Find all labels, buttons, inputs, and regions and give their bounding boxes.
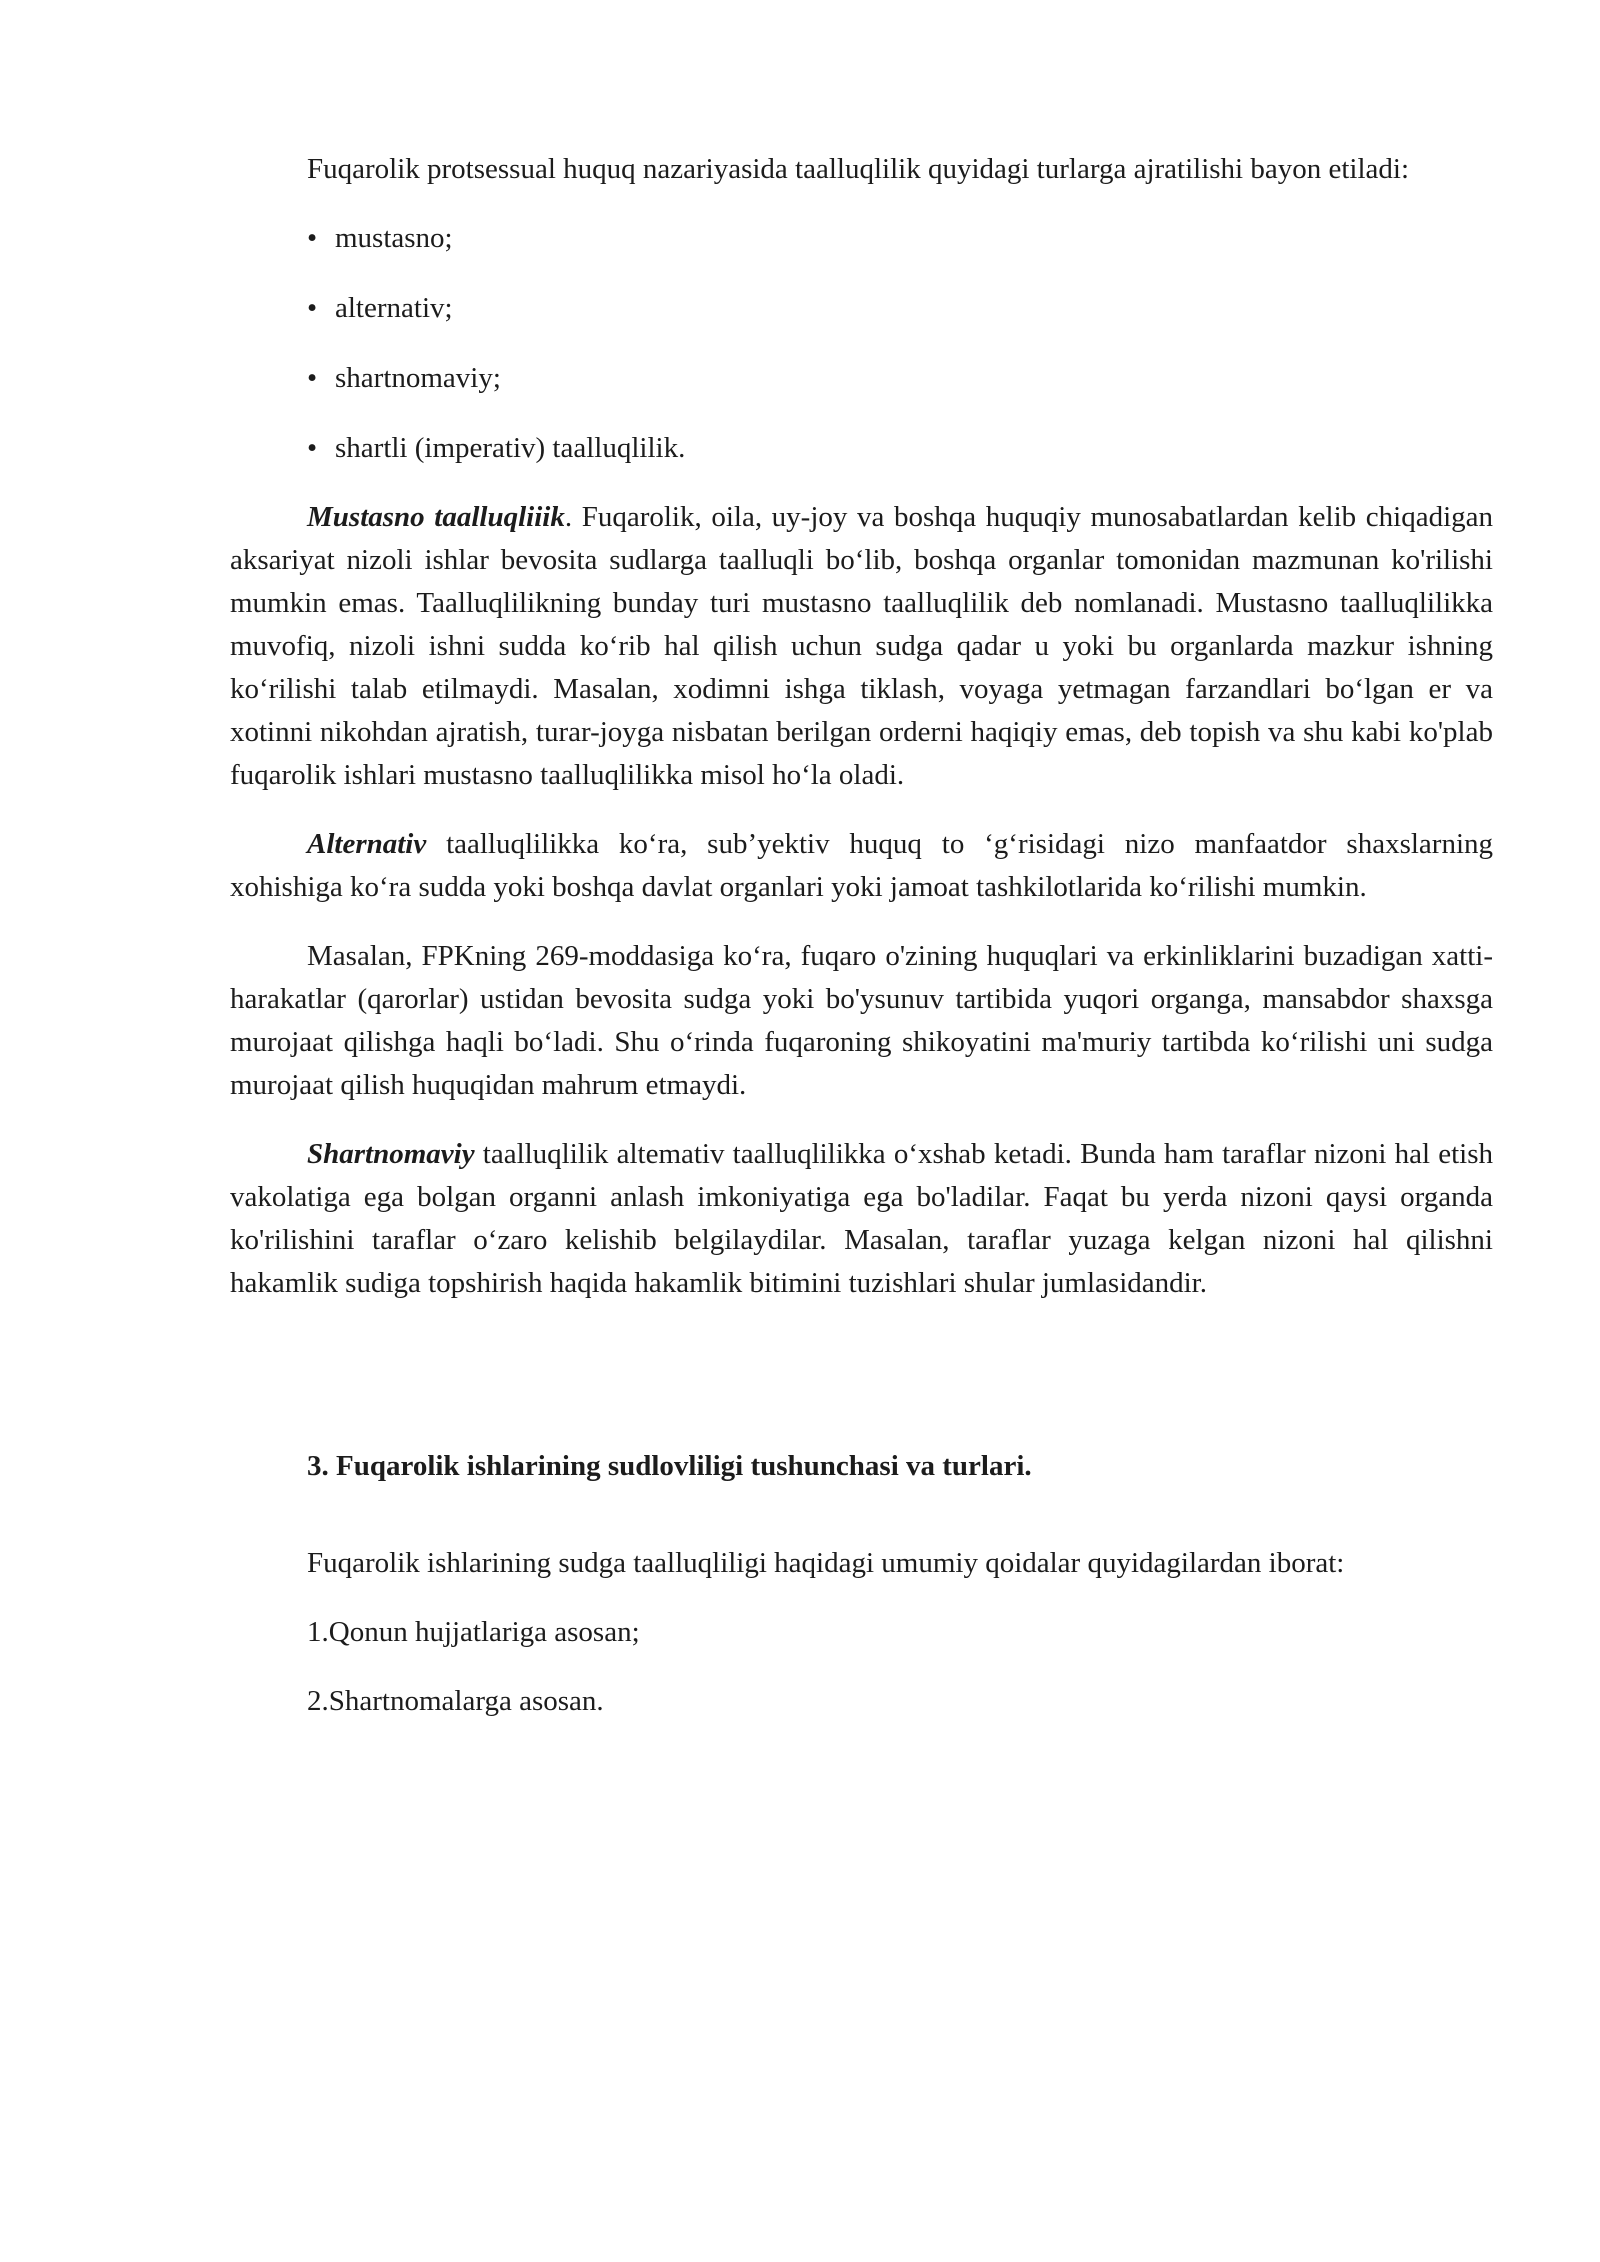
shartnomaviy-term: Shartnomaviy [307, 1138, 475, 1170]
section-intro: Fuqarolik ishlarining sudga taalluqliligi haqidagi umumiy qoidalar quyidagilardan iborat: [307, 1547, 1345, 1579]
document-page [230, 148, 1493, 1749]
list-item [307, 427, 1493, 470]
list-item [307, 217, 1493, 260]
example-paragraph: Masalan, FPKning 269-moddasiga ko‘ra, fuqaro o'zining huquqlari va erkinliklarini buzadigan xatti-harakatlar (qarorlar) ustidan bevosita sudga yoki bo'ysunuv tartibida yuqori organga, mansabdor shaxsga murojaat qilishga haqli bo‘ladi. Shu o‘rinda fuqaroning shikoyatini ma'muriy tartibda ko‘rilishi uni sudga murojaat qilish huquqidan mahrum etmaydi. [230, 940, 1493, 1101]
list-item [307, 357, 1493, 400]
mustasno-text: . Fuqarolik, oila, uy-joy va boshqa huquqiy munosabatlardan kelib chiqadigan aksariyat nizoli ishlar bevosita sudlarga taalluqli bo‘lib, boshqa organlar tomonidan mazmunan ko'rilishi mumkin emas. Taalluqlilikning bunday turi mustasno taalluqlilik deb nomlanadi. Mustasno taalluqlilikka muvofiq, nizoli ishni sudda ko‘rib hal qilish uchun sudga qadar u yoki bu organlarda mazkur ishning ko‘rilishi talab etilmaydi. Masalan, xodimni ishga tiklash, voyaga yetmagan farzandlari bo‘lgan er va xotinni nikohdan ajratish, turar-joyga nisbatan berilgan orderni haqiqiy emas, deb topish va shu kabi ko'plab fuqarolik ishlari mustasno taalluqlilikka misol ho‘la oladi. [230, 501, 1494, 791]
shartnomaviy-paragraph [230, 1133, 1493, 1305]
bullet-icon: • [307, 222, 318, 254]
list-item [307, 287, 1493, 330]
alternativ-text: taalluqlilikka ko‘ra, sub’yektiv huquq to ‘g‘risidagi nizo manfaatdor shaxslarning xohishiga ko‘ra sudda yoki boshqa davlat organlari yoki jamoat tashkilotlarida ko‘rilishi mumkin. [230, 828, 1493, 903]
numbered-item: 2.Shartnomalarga asosan. [307, 1685, 604, 1717]
list-item-text: shartli (imperativ) taalluqlilik. [335, 432, 686, 464]
list-item-text: alternativ; [335, 292, 453, 324]
intro-paragraph: Fuqarolik protsessual huquq nazariyasida taalluqlilik quyidagi turlarga ajratilishi bayon etiladi: [307, 153, 1410, 185]
mustasno-paragraph [230, 496, 1493, 797]
mustasno-term: Mustasno taalluqliiik [307, 501, 565, 533]
numbered-item: 1.Qonun hujjatlariga asosan; [307, 1616, 640, 1648]
section-heading: 3. Fuqarolik ishlarining sudlovliligi tushunchasi va turlari. [307, 1450, 1032, 1482]
bullet-icon: • [307, 362, 318, 394]
list-item-text: shartnomaviy; [335, 362, 501, 394]
bullet-icon: • [307, 432, 318, 464]
shartnomaviy-text: taalluqlilik altemativ taalluqlilikka o‘xshab ketadi. Bunda ham taraflar nizoni hal etish vakolatiga ega bolgan organni anlash imkoniyatiga ega bo'ladilar. Faqat bu yerda nizoni qaysi organda ko'rilishini taraflar o‘zaro kelishib belgilaydilar. Masalan, taraflar yuzaga kelgan nizoni hal qilishni hakamlik sudiga topshirish haqida hakamlik bitimini tuzishlari shular jumlasidandir. [230, 1138, 1493, 1299]
alternativ-paragraph [230, 823, 1493, 909]
list-item-text: mustasno; [335, 222, 453, 254]
types-list [230, 217, 1493, 470]
alternativ-term: Alternativ [307, 828, 427, 860]
bullet-icon: • [307, 292, 318, 324]
